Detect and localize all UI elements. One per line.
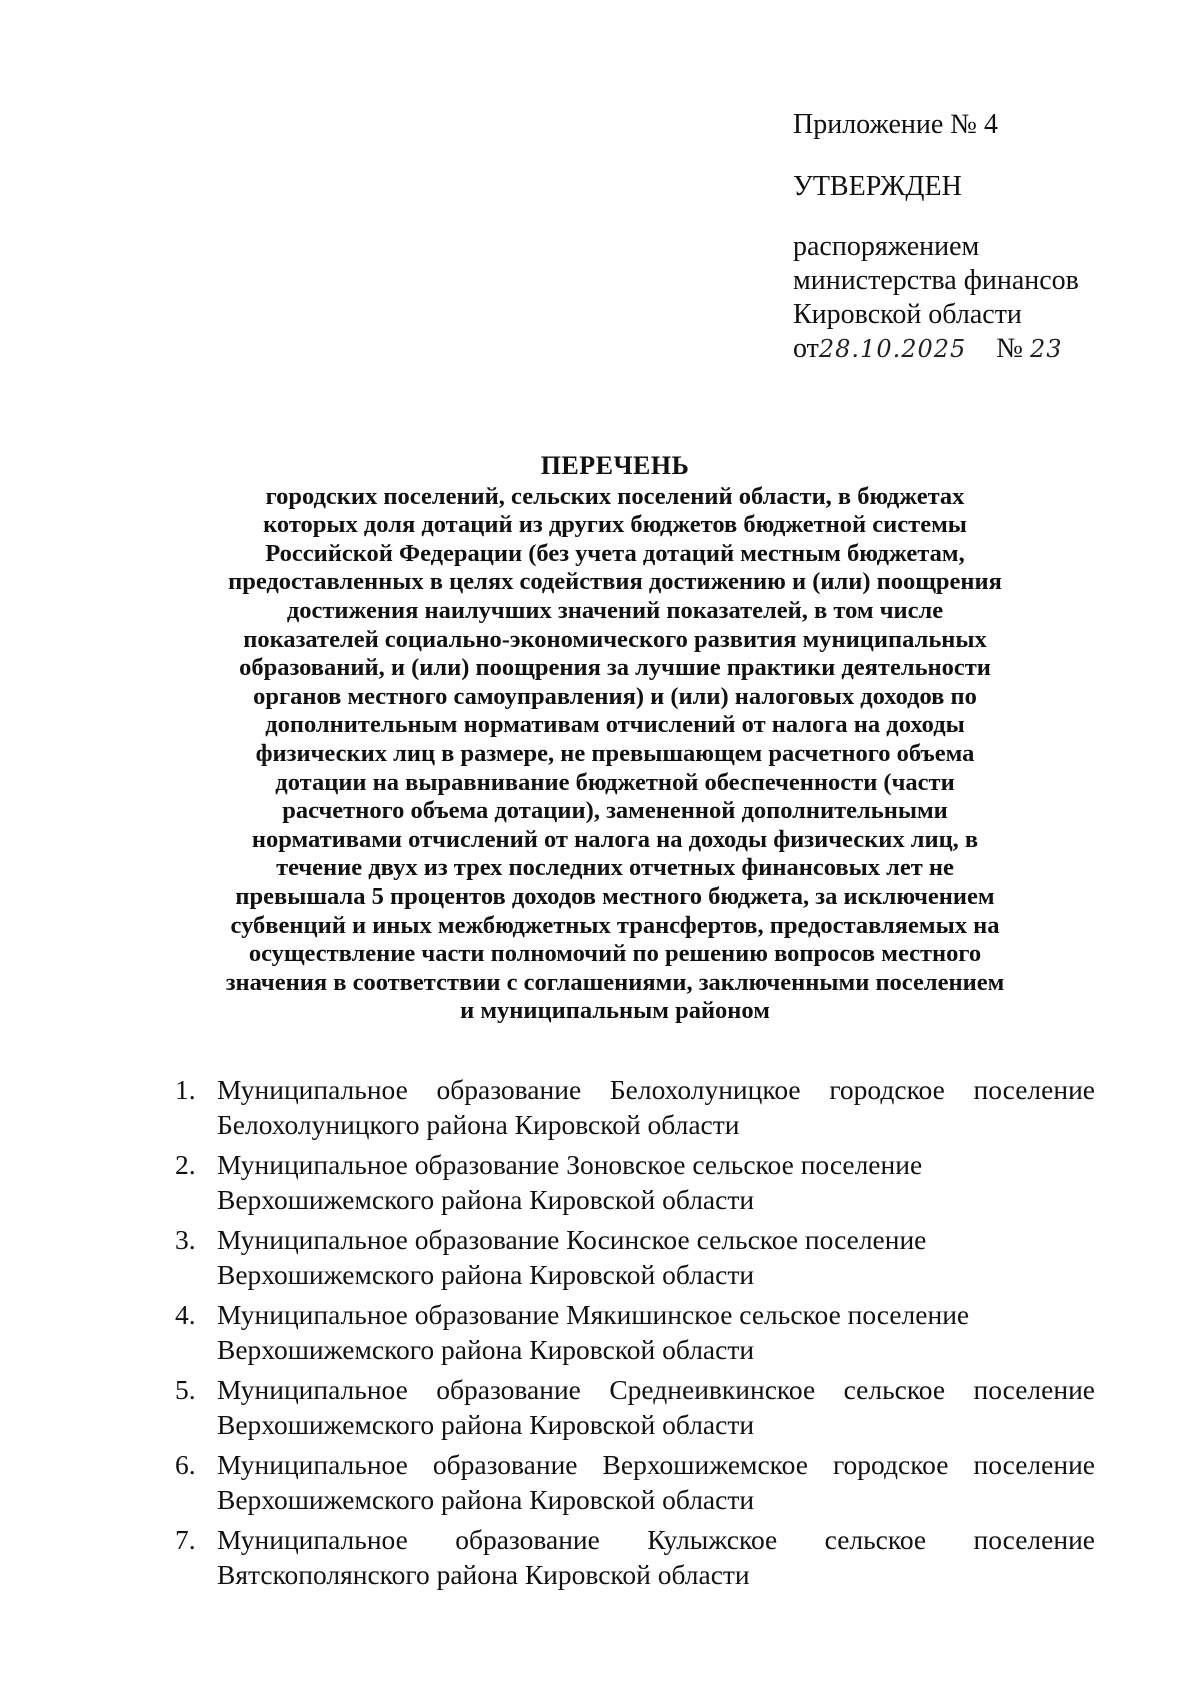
title-line: и муниципальным районом — [460, 997, 770, 1025]
date-prefix: от — [793, 333, 819, 364]
approval-block — [793, 108, 1173, 366]
list-item-line-1: Муниципальное образование Зоновское сельское поселение — [217, 1149, 923, 1180]
approval-line-2: министерства финансов — [793, 265, 1079, 296]
handwritten-number: 23 — [1030, 335, 1063, 363]
list-item-number: 5. — [175, 1374, 196, 1405]
list-item-line-2: Белохолуницкого района Кировской области — [217, 1109, 740, 1140]
title-line: предоставленных в целях содействия достижению и (или) поощрения — [228, 568, 1002, 596]
list-item-line-2: Верхошижемского района Кировской области — [217, 1334, 755, 1365]
list-item-line-1: Муниципальное образование Белохолуницкое городское поселение — [217, 1074, 1095, 1105]
list-item — [175, 1372, 1095, 1442]
title-line: которых доля дотаций из других бюджетов бюджетной системы — [263, 511, 967, 539]
title-line: показателей социально-экономического развития муниципальных — [243, 625, 987, 653]
list-item-line-1: Муниципальное образование Косинское сельское поселение — [217, 1224, 927, 1255]
title-line: городских поселений, сельских поселений области, в бюджетах — [265, 482, 965, 510]
title-line: течение двух из трех последних отчетных финансовых лет не — [276, 854, 954, 882]
list-item — [175, 1147, 1095, 1217]
list-item-line-2: Вятскополянского района Кировской области — [217, 1559, 750, 1590]
list-item-line-1: Муниципальное образование Среднеивкинское сельское поселение — [217, 1374, 1095, 1405]
title-line: достижения наилучших значений показателей, в том числе — [286, 596, 944, 624]
list-item-line-1: Муниципальное образование Кулыжское сельское поселение — [217, 1524, 1095, 1555]
title-line: образований, и (или) поощрения за лучшие практики деятельности — [239, 654, 991, 682]
title-line: осуществление части полномочий по решению вопросов местного — [248, 940, 982, 968]
list-item — [175, 1222, 1095, 1292]
document-title-block — [150, 452, 1080, 1026]
list-item-number: 3. — [175, 1224, 196, 1255]
number-label: № — [996, 333, 1024, 364]
list-item-line-2: Верхошижемского района Кировской области — [217, 1409, 755, 1440]
list-item — [175, 1297, 1095, 1367]
list-item — [175, 1447, 1095, 1517]
title-line: значения в соответствии с соглашениями, заключенными поселением — [225, 968, 1005, 996]
municipality-list — [175, 1072, 1095, 1597]
title-line: Российской Федерации (без учета дотаций местным бюджетам, — [265, 539, 965, 567]
title-line: органов местного самоуправления) и (или) налоговых доходов по — [253, 682, 977, 710]
annex-label: Приложение № 4 — [793, 109, 998, 140]
title-line: субвенций и иных межбюджетных трансфертов, предоставляемых на — [230, 911, 1000, 939]
title-line: расчетного объема дотации), замененной дополнительными — [282, 797, 948, 825]
list-item-number: 2. — [175, 1149, 196, 1180]
list-item-line-2: Верхошижемского района Кировской области — [217, 1259, 755, 1290]
list-item-line-2: Верхошижемского района Кировской области — [217, 1484, 755, 1515]
list-item — [175, 1072, 1095, 1142]
title-line: нормативами отчислений от налога на доходы физических лиц, в — [251, 825, 979, 853]
list-item-number: 7. — [175, 1524, 196, 1555]
approval-date-line — [793, 332, 1173, 366]
title-line: дотации на выравнивание бюджетной обеспеченности (части — [275, 768, 955, 796]
list-item-line-2: Верхошижемского района Кировской области — [217, 1184, 755, 1215]
approved-label: УТВЕРЖДЕН — [793, 171, 962, 202]
document-heading: ПЕРЕЧЕНЬ — [540, 451, 690, 480]
list-item-line-1: Муниципальное образование Верхошижемское городское поселение — [217, 1449, 1095, 1480]
handwritten-date: 28.10.2025 — [818, 335, 967, 363]
list-item-number: 1. — [175, 1074, 196, 1105]
approval-line-1: распоряжением — [793, 231, 980, 262]
list-item-number: 6. — [175, 1449, 196, 1480]
list-item-line-1: Муниципальное образование Мякишинское сельское поселение — [217, 1299, 970, 1330]
title-line: физических лиц в размере, не превышающем расчетного объема — [255, 739, 975, 767]
list-item — [175, 1522, 1095, 1592]
title-line: дополнительным нормативам отчислений от налога на доходы — [265, 711, 965, 739]
list-item-number: 4. — [175, 1299, 196, 1330]
approval-line-3: Кировской области — [793, 299, 1022, 330]
title-line: превышала 5 процентов доходов местного бюджета, за исключением — [235, 882, 995, 910]
